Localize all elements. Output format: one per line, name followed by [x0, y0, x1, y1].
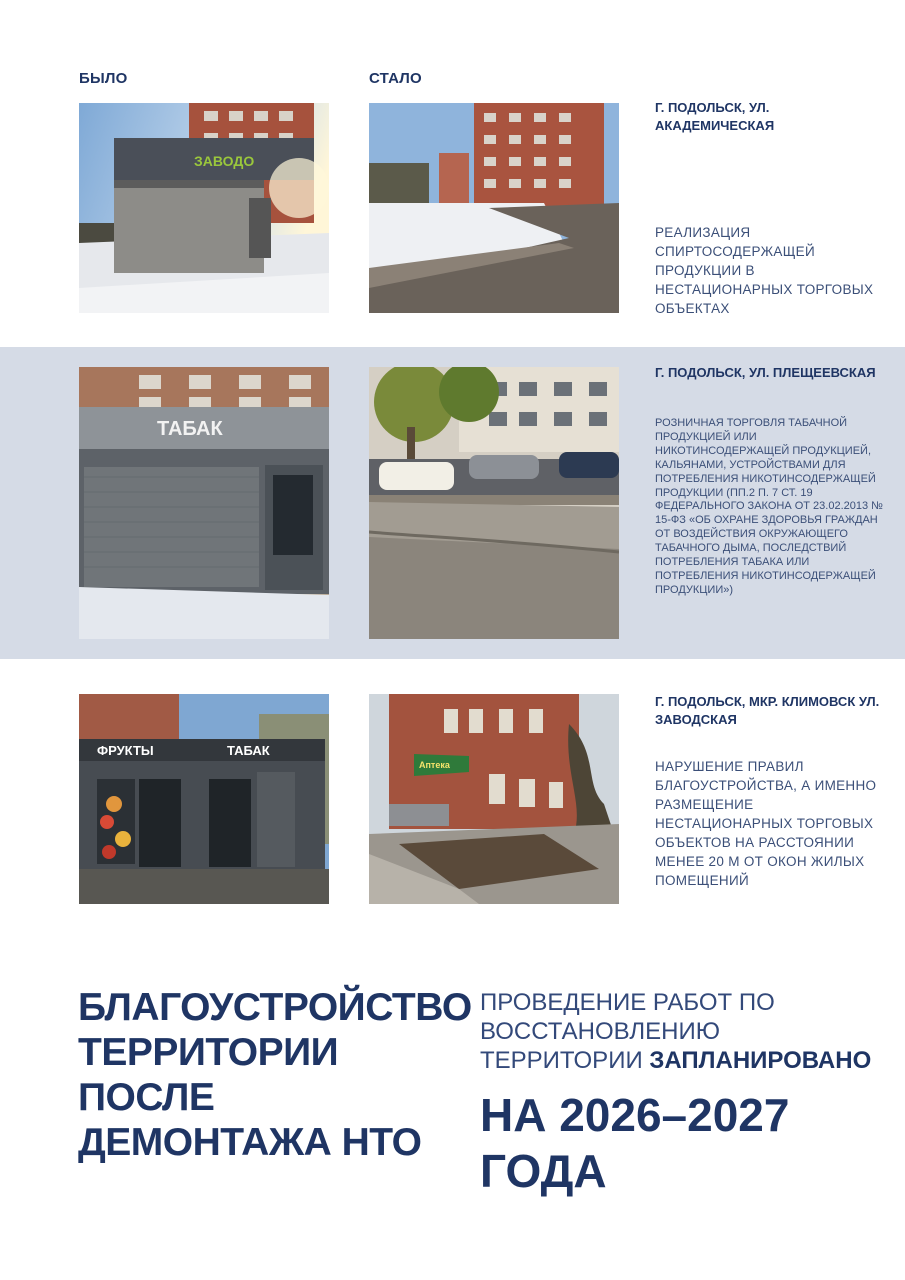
before-photo-2 — [79, 367, 329, 639]
after-column-header: СТАЛО — [369, 70, 422, 87]
page-title: БЛАГОУСТРОЙСТВО ТЕРРИТОРИИ ПОСЛЕ ДЕМОНТАЖА НТО — [78, 986, 472, 1164]
before-photo-1 — [79, 103, 329, 313]
before-photo-3-sign-left: ФРУКТЫ — [97, 743, 154, 758]
location-1: Г. ПОДОЛЬСК, УЛ. АКАДЕМИЧЕСКАЯ — [655, 100, 775, 133]
before-column-header: БЫЛО — [79, 70, 128, 87]
location-3: Г. ПОДОЛЬСК, МКР. КЛИМОВСК УЛ. ЗАВОДСКАЯ — [655, 694, 880, 727]
after-photo-3 — [369, 694, 619, 904]
after-photo-2 — [369, 367, 619, 639]
plan-note-text: ПРОВЕДЕНИЕ РАБОТ ПО ВОССТАНОВЛЕНИЮ ТЕРРИТОРИИ — [480, 989, 775, 1074]
violation-3: НАРУШЕНИЕ ПРАВИЛ БЛАГОУСТРОЙСТВА, А ИМЕННО РАЗМЕЩЕНИЕ НЕСТАЦИОНАРНЫХ ТОРГОВЫХ ОБЪЕКТОВ НА РАССТОЯНИИ МЕНЕЕ 20 М ОТ ОКОН ЖИЛЫХ ПОМЕЩЕНИЙ — [655, 759, 877, 888]
violation-1: РЕАЛИЗАЦИЯ СПИРТОСОДЕРЖАЩЕЙ ПРОДУКЦИИ В НЕСТАЦИОНАРНЫХ ТОРГОВЫХ ОБЪЕКТАХ — [655, 225, 874, 316]
location-2: Г. ПОДОЛЬСК, УЛ. ПЛЕЩЕЕВСКАЯ — [655, 365, 876, 380]
before-photo-3 — [79, 694, 329, 904]
plan-note-emphasis: ЗАПЛАНИРОВАНО — [649, 1047, 872, 1074]
plan-period: НА 2026–2027 ГОДА — [480, 1089, 790, 1197]
plan-note — [480, 988, 880, 1075]
after-photo-3-sign: Аптека — [419, 760, 450, 770]
after-photo-1 — [369, 103, 619, 313]
before-photo-2-sign: ТАБАК — [157, 418, 223, 440]
before-photo-1-sign: ЗАВОДО — [194, 153, 255, 169]
before-photo-3-sign-right: ТАБАК — [227, 743, 270, 758]
violation-2: РОЗНИЧНАЯ ТОРГОВЛЯ ТАБАЧНОЙ ПРОДУКЦИЕЙ ИЛИ НИКОТИНСОДЕРЖАЩЕЙ ПРОДУКЦИЕЙ, КАЛЬЯНАМИ, УСТРОЙСТВАМИ ДЛЯ ПОТРЕБЛЕНИЯ НИКОТИНСОДЕРЖАЩЕЙ ПРОДУКЦИИ (ПП.2 П. 7 СТ. 19 ФЕДЕРАЛЬНОГО ЗАКОНА ОТ 23.02.2013 № 15-ФЗ «ОБ ОХРАНЕ ЗДОРОВЬЯ ГРАЖДАН ОТ ВОЗДЕЙСТВИЯ ОКРУЖАЮЩЕГО ТАБАЧНОГО ДЫМА, ПОСЛЕДСТВИЙ ПОТРЕБЛЕНИЯ ТАБАКА ИЛИ ПОТРЕБЛЕНИЯ НИКОТИНСОДЕРЖАЩЕЙ ПРОДУКЦИИ») — [655, 417, 883, 596]
